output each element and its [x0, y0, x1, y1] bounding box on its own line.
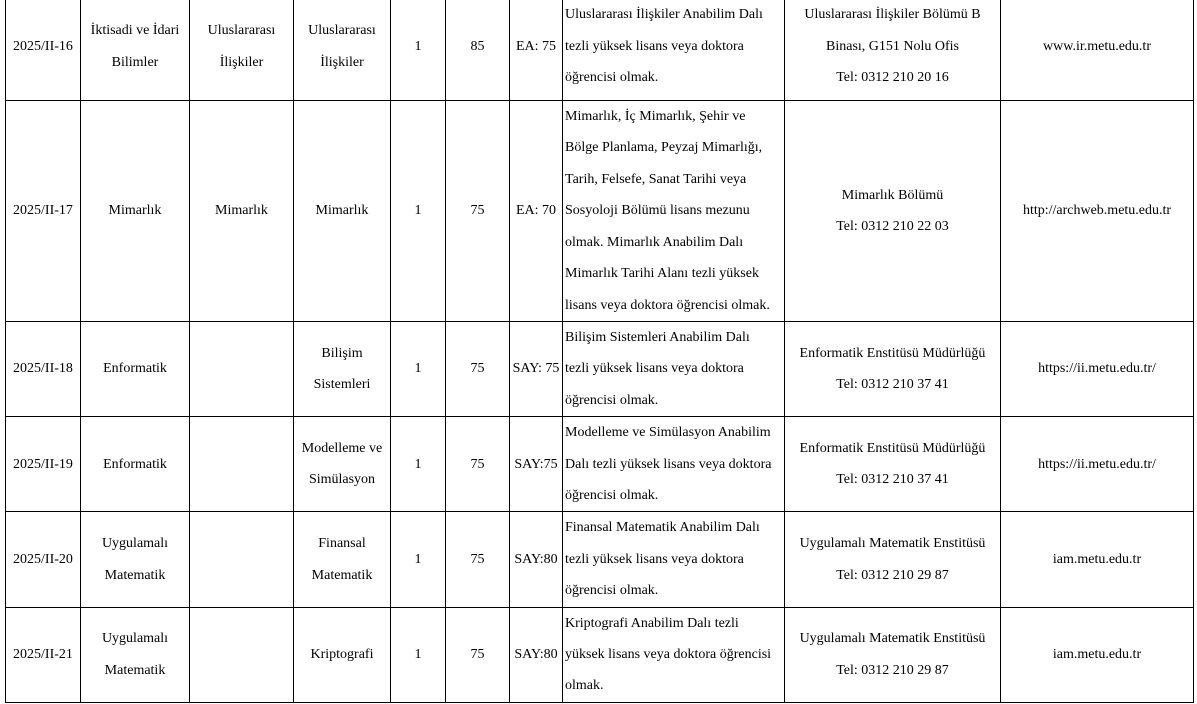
faculty-line: İktisadi ve İdari	[90, 23, 180, 39]
program-line: Mimarlık	[315, 203, 369, 219]
quota-cell: 1	[391, 512, 446, 607]
table-row	[6, 322, 1194, 417]
department-cell	[190, 0, 294, 101]
conditions-cell	[563, 417, 785, 512]
conditions-cell	[563, 101, 785, 322]
contact-line: Uygulamalı Matematik Enstitüsü	[799, 631, 986, 647]
conditions-line: öğrencisi olmak.	[565, 392, 659, 408]
conditions-line: öğrencisi olmak.	[565, 70, 659, 86]
conditions-line: Dalı tezli yüksek lisans veya doktora	[565, 456, 772, 472]
score-cell: 75	[446, 512, 510, 607]
table-row	[6, 417, 1194, 512]
department-cell	[190, 512, 294, 607]
program-line: Sistemleri	[313, 377, 371, 393]
conditions-line: Kriptografi Anabilim Dalı tezli	[565, 615, 739, 631]
ales-cell: SAY: 75	[510, 322, 563, 417]
program-line: Uluslararası	[308, 23, 376, 39]
contact-line: Enformatik Enstitüsü Müdürlüğü	[799, 440, 986, 456]
score-cell: 75	[446, 607, 510, 702]
conditions-line: Mimarlık, İç Mimarlık, Şehir ve	[565, 109, 746, 125]
department-cell	[190, 417, 294, 512]
program-cell	[294, 322, 391, 417]
faculty-line: Mimarlık	[108, 203, 162, 219]
contact-line: Tel: 0312 210 22 03	[836, 219, 949, 234]
faculty-line: Bilimler	[111, 54, 159, 70]
department-line: İlişkiler	[219, 54, 264, 70]
conditions-line: Mimarlık Tarihi Alanı tezli yüksek	[565, 266, 759, 282]
contact-line: Uluslararası İlişkiler Bölümü B	[804, 7, 981, 23]
table-row	[6, 512, 1194, 607]
contact-cell	[785, 101, 1001, 322]
program-line: Finansal	[318, 536, 366, 552]
code-cell: 2025/II-19	[6, 417, 81, 512]
score-cell: 85	[446, 0, 510, 101]
score-cell: 75	[446, 101, 510, 322]
faculty-cell	[81, 607, 190, 702]
quota-cell: 1	[391, 101, 446, 322]
faculty-cell	[81, 101, 190, 322]
faculty-line: Enformatik	[103, 361, 167, 377]
conditions-line: yüksek lisans veya doktora öğrencisi	[565, 647, 772, 663]
conditions-line: öğrencisi olmak.	[565, 583, 659, 599]
faculty-line: Matematik	[104, 662, 166, 678]
code-cell: 2025/II-18	[6, 322, 81, 417]
department-line: Uluslararası	[207, 23, 276, 39]
quota-cell: 1	[391, 417, 446, 512]
ales-cell: SAY:75	[510, 417, 563, 512]
table-row	[6, 607, 1194, 702]
program-cell	[294, 0, 391, 101]
web-cell[interactable]: https://ii.metu.edu.tr/	[1001, 322, 1194, 417]
web-cell[interactable]: iam.metu.edu.tr	[1001, 512, 1194, 607]
conditions-line: tezli yüksek lisans veya doktora	[565, 361, 744, 377]
conditions-line: tezli yüksek lisans veya doktora	[565, 551, 744, 567]
code-cell: 2025/II-21	[6, 607, 81, 702]
web-cell[interactable]: https://ii.metu.edu.tr/	[1001, 417, 1194, 512]
conditions-line: lisans veya doktora öğrencisi olmak.	[565, 297, 770, 313]
program-cell	[294, 101, 391, 322]
conditions-line: Sosyoloji Bölümü lisans mezunu	[565, 203, 750, 219]
faculty-cell	[81, 0, 190, 101]
ales-cell: EA: 70	[510, 101, 563, 322]
conditions-line: Modelleme ve Simülasyon Anabilim	[565, 425, 771, 441]
contact-cell	[785, 512, 1001, 607]
department-cell	[190, 322, 294, 417]
faculty-line: Enformatik	[103, 456, 167, 472]
code-cell: 2025/II-17	[6, 101, 81, 322]
program-line: Matematik	[311, 567, 373, 583]
contact-cell	[785, 607, 1001, 702]
faculty-cell	[81, 512, 190, 607]
web-cell[interactable]: www.ir.metu.edu.tr	[1001, 0, 1194, 101]
table-row	[6, 0, 1194, 101]
program-line: Simülasyon	[308, 472, 376, 488]
conditions-line: olmak.	[565, 678, 604, 694]
department-cell	[190, 101, 294, 322]
quota-cell: 1	[391, 0, 446, 101]
contact-line: Tel: 0312 210 37 41	[836, 472, 949, 488]
ales-cell: SAY:80	[510, 607, 563, 702]
quota-cell: 1	[391, 322, 446, 417]
contact-line: Binası, G151 Nolu Ofis	[826, 38, 959, 54]
contact-cell	[785, 0, 1001, 101]
faculty-cell	[81, 417, 190, 512]
contact-line: Mimarlık Bölümü	[841, 187, 944, 203]
code-cell: 2025/II-20	[6, 512, 81, 607]
program-cell	[294, 607, 391, 702]
faculty-cell	[81, 322, 190, 417]
score-cell: 75	[446, 322, 510, 417]
conditions-line: Tarih, Felsefe, Sanat Tarihi veya	[565, 171, 747, 187]
conditions-cell	[563, 322, 785, 417]
conditions-line: öğrencisi olmak.	[565, 488, 659, 504]
faculty-line: Matematik	[104, 567, 166, 583]
score-cell: 75	[446, 417, 510, 512]
program-line: Bilişim	[321, 345, 363, 361]
conditions-cell	[563, 607, 785, 702]
conditions-line: Bölge Planlama, Peyzaj Mimarlığı,	[565, 140, 763, 156]
table-row	[6, 101, 1194, 322]
department-cell	[190, 607, 294, 702]
contact-line: Tel: 0312 210 29 87	[836, 567, 949, 583]
department-line: Mimarlık	[215, 203, 268, 219]
program-cell	[294, 512, 391, 607]
table-body	[6, 0, 1194, 702]
faculty-line: Uygulamalı	[101, 631, 169, 647]
quota-cell: 1	[391, 607, 446, 702]
program-line: Kriptografi	[310, 647, 374, 663]
faculty-line: Uygulamalı	[101, 536, 169, 552]
conditions-line: Bilişim Sistemleri Anabilim Dalı	[565, 330, 750, 345]
conditions-line: Uluslararası İlişkiler Anabilim Dalı	[565, 7, 763, 23]
contact-cell	[785, 417, 1001, 512]
conditions-line: olmak. Mimarlık Anabilim Dalı	[565, 234, 744, 250]
conditions-cell	[563, 0, 785, 101]
program-line: Modelleme ve	[301, 440, 383, 456]
program-cell	[294, 417, 391, 512]
positions-table	[5, 0, 1194, 703]
contact-cell	[785, 322, 1001, 417]
contact-line: Tel: 0312 210 29 87	[836, 662, 949, 678]
ales-cell: EA: 75	[510, 0, 563, 101]
ales-cell: SAY:80	[510, 512, 563, 607]
web-cell[interactable]: http://archweb.metu.edu.tr	[1001, 101, 1194, 322]
contact-line: Tel: 0312 210 37 41	[836, 377, 949, 393]
code-cell: 2025/II-16	[6, 0, 81, 101]
contact-line: Uygulamalı Matematik Enstitüsü	[799, 536, 986, 552]
web-cell[interactable]: iam.metu.edu.tr	[1001, 607, 1194, 702]
conditions-line: tezli yüksek lisans veya doktora	[565, 38, 744, 54]
conditions-line: Finansal Matematik Anabilim Dalı	[565, 520, 760, 536]
contact-line: Enformatik Enstitüsü Müdürlüğü	[799, 345, 986, 361]
program-line: İlişkiler	[320, 54, 364, 70]
contact-line: Tel: 0312 210 20 16	[836, 70, 949, 86]
conditions-cell	[563, 512, 785, 607]
